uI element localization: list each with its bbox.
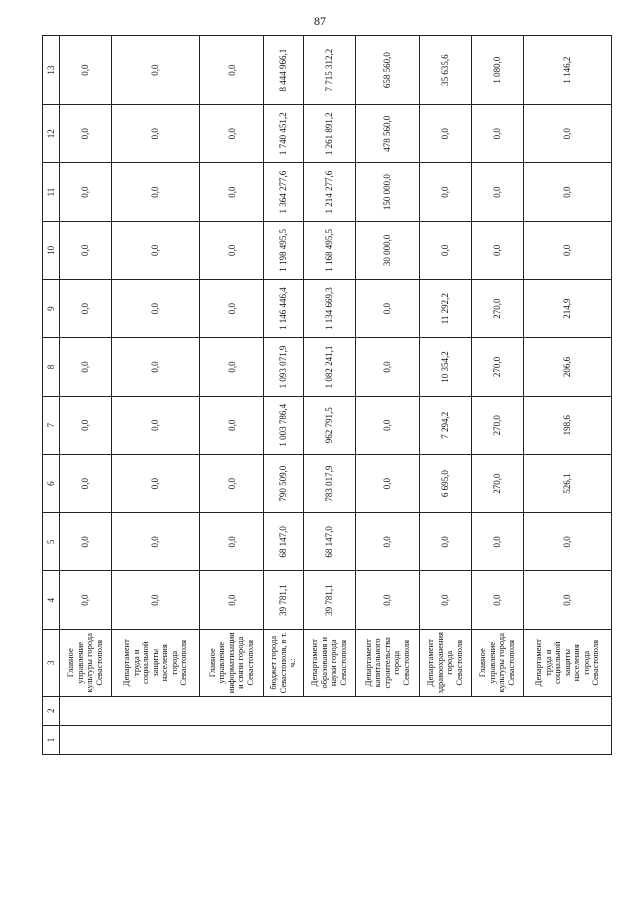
value-cell: 8 444 966,1 <box>264 36 304 105</box>
value-cell: 0,0 <box>523 571 611 629</box>
value-cell: 0,0 <box>60 163 112 221</box>
value-cell: 7 294,2 <box>419 396 471 454</box>
value-cell: 0,0 <box>419 513 471 571</box>
table-row <box>419 36 471 755</box>
value-cell: 962 791,5 <box>303 396 355 454</box>
value-cell: 783 017,9 <box>303 454 355 512</box>
value-cell: 526,1 <box>523 454 611 512</box>
org-cell: Департамент труда и социальной защиты населения города Севастополя <box>111 629 199 696</box>
header-row <box>43 36 60 755</box>
value-cell: 0,0 <box>200 221 264 279</box>
org-cell: Департамент образования и науки города Севастополя <box>303 629 355 696</box>
value-cell: 0,0 <box>111 571 199 629</box>
value-cell: 0,0 <box>60 513 112 571</box>
table-row <box>200 36 264 755</box>
value-cell: 1 146 446,4 <box>264 280 304 338</box>
value-cell: 270,0 <box>471 396 523 454</box>
table-row <box>111 36 199 755</box>
value-cell: 270,0 <box>471 280 523 338</box>
value-cell: 0,0 <box>60 221 112 279</box>
value-cell: 0,0 <box>471 221 523 279</box>
value-cell: 0,0 <box>471 105 523 163</box>
value-cell: 0,0 <box>200 571 264 629</box>
value-cell: 0,0 <box>111 338 199 396</box>
value-cell: 0,0 <box>111 513 199 571</box>
value-cell: 0,0 <box>200 36 264 105</box>
value-cell: 0,0 <box>355 338 419 396</box>
value-cell: 6 695,0 <box>419 454 471 512</box>
value-cell: 39 781,1 <box>264 571 304 629</box>
value-cell: 0,0 <box>111 105 199 163</box>
value-cell: 206,6 <box>523 338 611 396</box>
col-header: 8 <box>43 338 60 396</box>
value-cell: 0,0 <box>111 280 199 338</box>
col-header: 1 <box>43 725 60 754</box>
value-cell: 1 261 891,2 <box>303 105 355 163</box>
value-cell: 1 146,2 <box>523 36 611 105</box>
value-cell: 0,0 <box>60 338 112 396</box>
value-cell: 0,0 <box>200 513 264 571</box>
value-cell: 0,0 <box>60 571 112 629</box>
value-cell: 0,0 <box>355 396 419 454</box>
org-cell: Главное управление культуры города Севастополя <box>471 629 523 696</box>
value-cell: 0,0 <box>419 571 471 629</box>
value-cell: 214,9 <box>523 280 611 338</box>
value-cell: 1 198 495,5 <box>264 221 304 279</box>
value-cell: 1 003 786,4 <box>264 396 304 454</box>
value-cell: 270,0 <box>471 338 523 396</box>
col-header: 2 <box>43 696 60 725</box>
value-cell: 0,0 <box>60 396 112 454</box>
value-cell: 1 080,0 <box>471 36 523 105</box>
value-cell: 1 364 277,6 <box>264 163 304 221</box>
value-cell: 0,0 <box>355 513 419 571</box>
value-cell: 0,0 <box>419 221 471 279</box>
table-row <box>303 36 355 755</box>
col-header: 10 <box>43 221 60 279</box>
value-cell: 0,0 <box>523 105 611 163</box>
value-cell: 0,0 <box>419 105 471 163</box>
value-cell: 790 509,0 <box>264 454 304 512</box>
table-row <box>355 36 419 755</box>
page-number: 87 <box>314 14 326 28</box>
value-cell: 1 740 451,2 <box>264 105 304 163</box>
value-cell: 0,0 <box>523 163 611 221</box>
org-cell: Департамент здравоохранения города Севастополя <box>419 629 471 696</box>
value-cell: 0,0 <box>200 163 264 221</box>
value-cell: 1 082 241,1 <box>303 338 355 396</box>
rotated-table-wrapper <box>42 35 612 755</box>
col-header: 5 <box>43 513 60 571</box>
value-cell: 0,0 <box>355 454 419 512</box>
value-cell: 1 168 495,5 <box>303 221 355 279</box>
col-header: 11 <box>43 163 60 221</box>
value-cell: 270,0 <box>471 454 523 512</box>
value-cell: 10 354,2 <box>419 338 471 396</box>
table-row <box>523 36 611 755</box>
value-cell: 0,0 <box>200 280 264 338</box>
value-cell: 0,0 <box>111 396 199 454</box>
blank-cell-col2 <box>60 696 612 725</box>
value-cell: 0,0 <box>60 454 112 512</box>
col-header: 3 <box>43 629 60 696</box>
value-cell: 0,0 <box>60 280 112 338</box>
value-cell: 1 214 277,6 <box>303 163 355 221</box>
value-cell: 0,0 <box>471 163 523 221</box>
value-cell: 150 000,0 <box>355 163 419 221</box>
value-cell: 39 781,1 <box>303 571 355 629</box>
value-cell: 7 715 312,2 <box>303 36 355 105</box>
col-header: 13 <box>43 36 60 105</box>
value-cell: 0,0 <box>60 105 112 163</box>
value-cell: 0,0 <box>471 571 523 629</box>
value-cell: 0,0 <box>523 221 611 279</box>
table-row <box>264 36 304 755</box>
col-header: 9 <box>43 280 60 338</box>
value-cell: 11 292,2 <box>419 280 471 338</box>
budget-table <box>42 35 612 755</box>
value-cell: 0,0 <box>419 163 471 221</box>
col-header: 12 <box>43 105 60 163</box>
col-header: 4 <box>43 571 60 629</box>
value-cell: 0,0 <box>111 163 199 221</box>
value-cell: 68 147,0 <box>303 513 355 571</box>
org-cell: Департамент капитального строительства города Севастополя <box>355 629 419 696</box>
value-cell: 0,0 <box>60 36 112 105</box>
table-row <box>471 36 523 755</box>
value-cell: 0,0 <box>471 513 523 571</box>
value-cell: 0,0 <box>111 454 199 512</box>
value-cell: 0,0 <box>523 513 611 571</box>
value-cell: 0,0 <box>111 36 199 105</box>
org-cell: Главное управление культуры города Севастополя <box>60 629 112 696</box>
org-cell: бюджет города Севастополя, в т. ч.: <box>264 629 304 696</box>
value-cell: 658 560,0 <box>355 36 419 105</box>
value-cell: 0,0 <box>111 221 199 279</box>
value-cell: 0,0 <box>200 396 264 454</box>
value-cell: 30 000,0 <box>355 221 419 279</box>
value-cell: 0,0 <box>355 571 419 629</box>
table-row <box>60 36 112 755</box>
org-cell: Главное управление информатизации и связи города Севастополя <box>200 629 264 696</box>
value-cell: 198,6 <box>523 396 611 454</box>
value-cell: 1 093 071,9 <box>264 338 304 396</box>
value-cell: 68 147,0 <box>264 513 304 571</box>
value-cell: 478 560,0 <box>355 105 419 163</box>
value-cell: 0,0 <box>200 454 264 512</box>
value-cell: 35 635,6 <box>419 36 471 105</box>
value-cell: 1 134 669,3 <box>303 280 355 338</box>
col-header: 6 <box>43 454 60 512</box>
org-cell: Департамент труда и социальной защиты населения города Севастополя <box>523 629 611 696</box>
value-cell: 0,0 <box>355 280 419 338</box>
col-header: 7 <box>43 396 60 454</box>
blank-cell-col1 <box>60 725 612 754</box>
value-cell: 0,0 <box>200 338 264 396</box>
value-cell: 0,0 <box>200 105 264 163</box>
